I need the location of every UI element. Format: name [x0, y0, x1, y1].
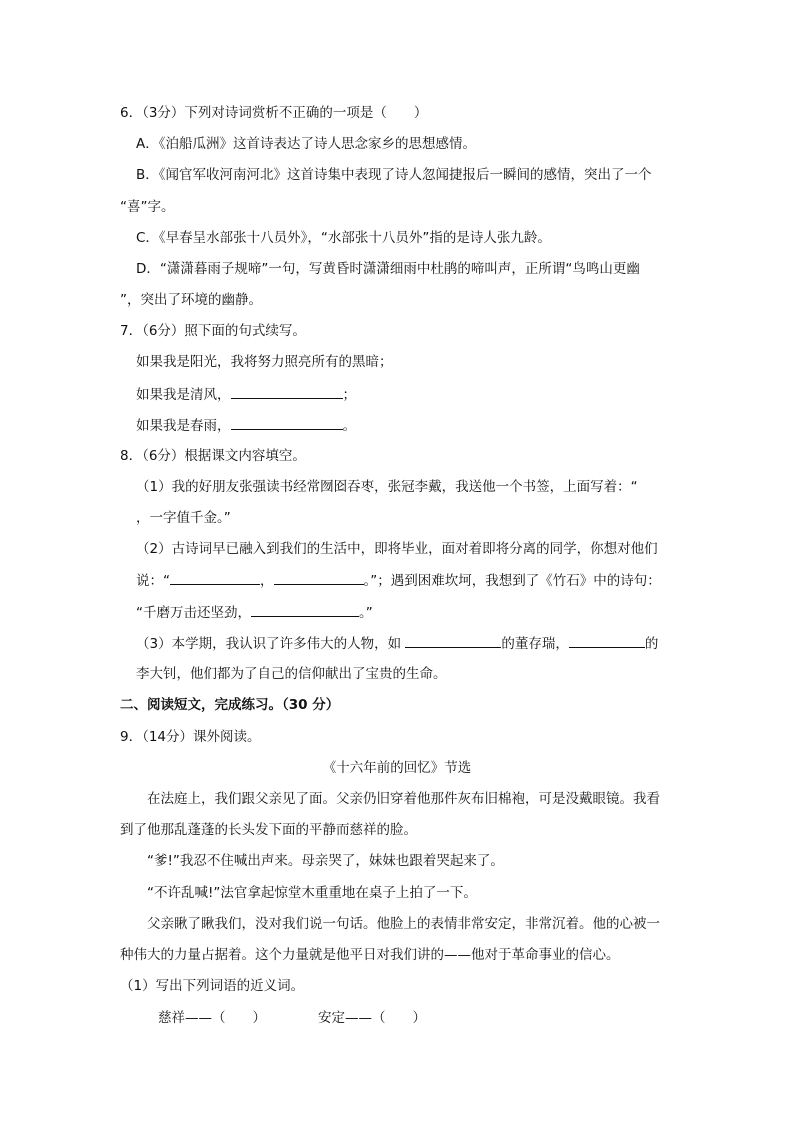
q8-part2-say: 说：“	[136, 573, 170, 589]
q6-option-c: C．《早春呈水部张十八员外》，“水部张十八员外”指的是诗人张九龄。	[136, 230, 551, 246]
q6-option-d-line2: ”，突出了环境的幽静。	[120, 292, 262, 308]
q7-example: 如果我是阳光，我将努力照亮所有的黑暗；	[136, 354, 393, 370]
q8-part3-de: 的	[644, 636, 659, 652]
q7-line2-end: 。	[342, 418, 356, 434]
q6-option-d-line1: D．“潇潇暮雨子规啼”一句，写黄昏时潇潇细雨中杜鹃的啼叫声，正所谓“鸟鸣山更幽	[136, 261, 640, 277]
passage-para4-line2: 种伟大的力量占据着。这个力量就是他平日对我们讲的——他对于革命事业的信心。	[120, 947, 620, 963]
passage-para4-line1: 父亲瞅了瞅我们，没对我们说一句话。他脸上的表情非常安定，非常沉着。他的心被一	[147, 916, 660, 932]
q8-answer-blank-1[interactable]	[170, 570, 260, 585]
q8-answer-blank-4[interactable]	[405, 633, 501, 648]
q8-part2-comma: ，	[260, 573, 274, 589]
synonym-item-1[interactable]: 慈祥——（ ）	[158, 1010, 266, 1026]
q8-part1-line2: ，一字值千金。”	[136, 510, 231, 526]
q8-answer-blank-3[interactable]	[251, 602, 359, 617]
q9-stem: 9．（14分）课外阅读。	[120, 729, 261, 745]
synonym-item-2[interactable]: 安定——（ ）	[318, 1010, 426, 1026]
passage-title: 《十六年前的回忆》节选	[322, 760, 472, 776]
q6-option-b-line2: “喜”字。	[120, 199, 175, 215]
passage-para3: “不许乱喊!”法官拿起惊堂木重重地在桌子上拍了一下。	[147, 885, 477, 901]
q7-stem: 7．（6分）照下面的句式续写。	[120, 323, 306, 339]
q8-answer-blank-5[interactable]	[569, 633, 645, 648]
q8-stem: 8．（6分）根据课文内容填空。	[120, 448, 306, 464]
q6-stem: 6．（3分）下列对诗词赏析不正确的一项是（ ）	[120, 105, 428, 121]
q8-part1-line1: （1）我的好朋友张强读书经常囫囵吞枣，张冠李戴，我送他一个书签，上面写着：“	[136, 479, 638, 495]
q8-part3-lead: （3）本学期，我认识了许多伟大的人物，如	[136, 636, 406, 652]
q7-answer-blank-2[interactable]	[231, 415, 343, 430]
q7-line1	[136, 384, 356, 405]
q9-subquestion-1: （1）写出下列词语的近义词。	[120, 978, 305, 994]
q6-option-b-line1: B．《闻官军收河南河北》这首诗集中表现了诗人忽闻捷报后一瞬间的感情，突出了一个	[136, 167, 652, 183]
q7-answer-blank-1[interactable]	[231, 384, 343, 399]
q8-part3-line1	[136, 633, 658, 654]
q8-part2-line2	[136, 570, 661, 591]
q8-part3-line2: 李大钊，他们都为了自己的信仰献出了宝贵的生命。	[136, 666, 447, 682]
q8-part2-poem: “千磨万击还坚劲，	[136, 605, 251, 621]
q8-part2-line1: （2）古诗词早已融入到我们的生活中，即将毕业，面对着即将分离的同学，你想对他们	[136, 541, 658, 557]
passage-para2: “爹!”我忍不住喊出声来。母亲哭了，妹妹也跟着哭起来了。	[147, 853, 504, 869]
q8-part2-poem-end: 。”	[359, 605, 373, 621]
q7-line1-end: ；	[342, 387, 356, 403]
passage-para1-line1: 在法庭上，我们跟父亲见了面。父亲仍旧穿着他那件灰布旧棉袍，可是没戴眼镜。我看	[147, 791, 660, 807]
q7-line2	[136, 415, 356, 436]
q7-line1-text: 如果我是清风，	[136, 387, 231, 403]
q8-answer-blank-2[interactable]	[274, 570, 364, 585]
q8-part2-rest: 。”；遇到困难坎坷，我想到了《竹石》中的诗句：	[363, 573, 661, 589]
q6-option-a: A．《泊船瓜洲》这首诗表达了诗人思念家乡的思想感情。	[136, 136, 476, 152]
q8-part3-dong: 的董存瑞，	[501, 636, 569, 652]
section-2-heading: 二、阅读短文，完成练习。（30 分）	[120, 697, 340, 713]
q8-part2-line3	[136, 602, 373, 623]
q7-line2-text: 如果我是春雨，	[136, 418, 231, 434]
passage-para1-line2: 到了他那乱蓬蓬的长头发下面的平静而慈祥的脸。	[120, 822, 417, 838]
